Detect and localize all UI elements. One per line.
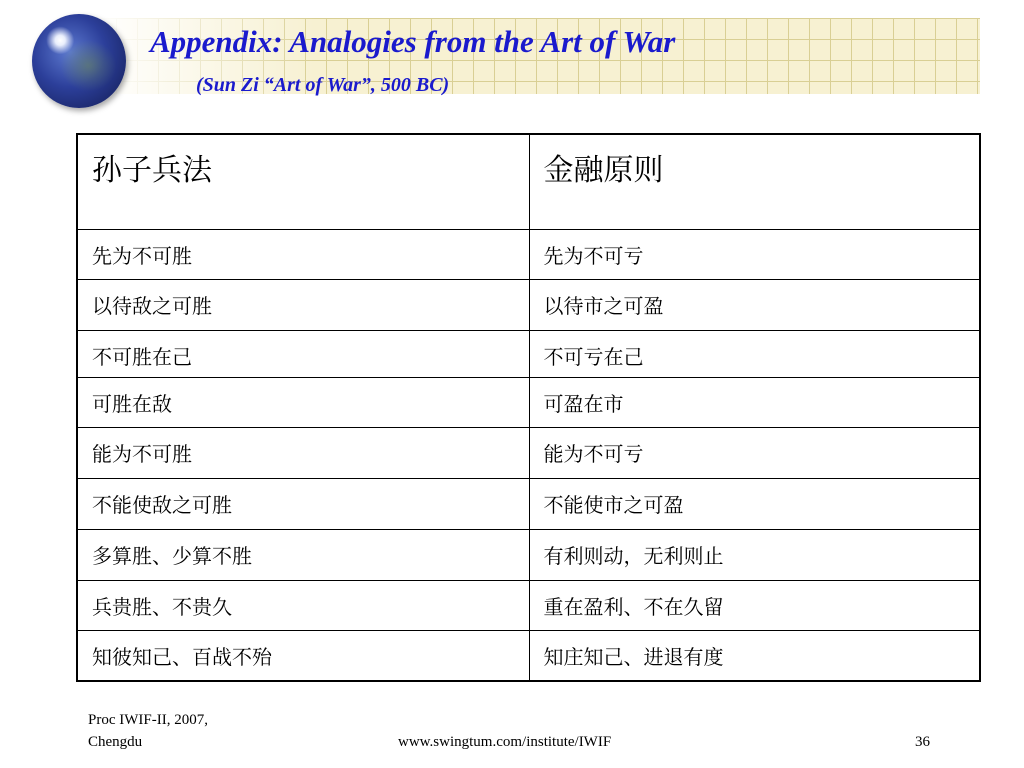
cell-finance: 有利则动，无利则止 — [529, 530, 980, 581]
footer-url: www.swingtum.com/institute/IWIF — [398, 734, 612, 750]
table-row — [77, 230, 980, 280]
cell-war: 不能使敌之可胜 — [77, 479, 529, 530]
cell-war: 以待敌之可胜 — [77, 280, 529, 331]
cell-war: 能为不可胜 — [77, 428, 529, 479]
slide-number: 36 — [915, 734, 930, 750]
cell-finance: 不可亏在己 — [529, 331, 980, 378]
cell-war: 知彼知己、百战不殆 — [77, 631, 529, 681]
table-row — [77, 331, 980, 378]
table-row — [77, 428, 980, 479]
cell-war: 先为不可胜 — [77, 230, 529, 280]
cell-finance: 重在盈利、不在久留 — [529, 581, 980, 631]
cell-finance: 知庄知己、进退有度 — [529, 631, 980, 681]
slide-subtitle: (Sun Zi “Art of War”, 500 BC) — [196, 74, 450, 96]
header-art-of-war: 孙子兵法 — [77, 134, 529, 230]
table-row — [77, 581, 980, 631]
slide-title: Appendix: Analogies from the Art of War — [150, 24, 676, 59]
table-row — [77, 378, 980, 428]
comparison-table — [76, 133, 981, 682]
cell-finance: 先为不可亏 — [529, 230, 980, 280]
cell-war: 多算胜、少算不胜 — [77, 530, 529, 581]
header-finance-principles: 金融原则 — [529, 134, 980, 230]
table-header-row — [77, 134, 980, 230]
table-row — [77, 280, 980, 331]
table-row — [77, 479, 980, 530]
footer-proceedings-line1: Proc IWIF-II, 2007, — [88, 712, 208, 728]
footer-proceedings-line2: Chengdu — [88, 734, 143, 750]
table-row — [77, 631, 980, 681]
cell-finance: 不能使市之可盈 — [529, 479, 980, 530]
cell-finance: 可盈在市 — [529, 378, 980, 428]
cell-war: 可胜在敌 — [77, 378, 529, 428]
table-row — [77, 530, 980, 581]
cell-finance: 以待市之可盈 — [529, 280, 980, 331]
globe-icon — [32, 14, 126, 108]
cell-finance: 能为不可亏 — [529, 428, 980, 479]
cell-war: 兵贵胜、不贵久 — [77, 581, 529, 631]
cell-war: 不可胜在己 — [77, 331, 529, 378]
